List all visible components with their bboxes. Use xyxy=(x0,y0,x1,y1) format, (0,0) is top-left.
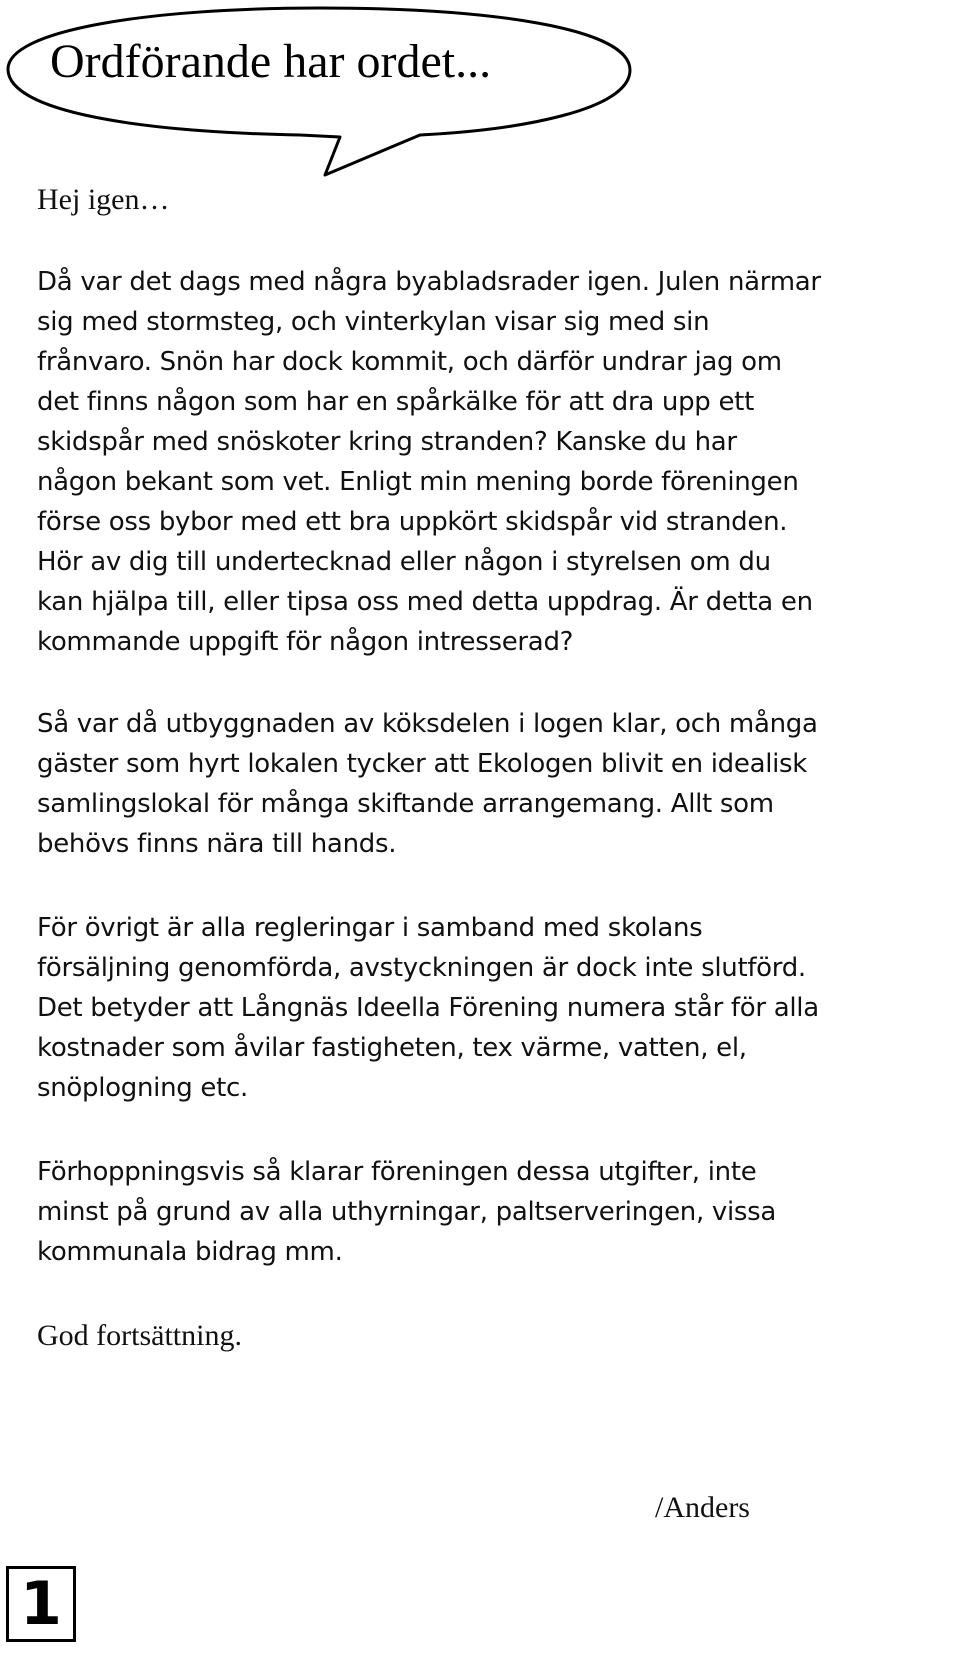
line: Förhoppningsvis så klarar föreningen dessa utgifter, inte xyxy=(37,1157,757,1187)
line: kostnader som åvilar fastigheten, tex värme, vatten, el, xyxy=(37,1033,747,1063)
line: frånvaro. Snön har dock kommit, och därför undrar jag om xyxy=(37,347,782,377)
line: behövs finns nära till hands. xyxy=(37,829,397,859)
page-number: 1 xyxy=(6,1566,76,1642)
line: kommunala bidrag mm. xyxy=(37,1237,343,1267)
line: Så var då utbyggnaden av köksdelen i logen klar, och många xyxy=(37,709,818,739)
line: kommande uppgift för någon intresserad? xyxy=(37,627,574,657)
line: Då var det dags med några byabladsrader igen. Julen närmar xyxy=(37,267,821,297)
line: förse oss bybor med ett bra uppkört skidspår vid stranden. xyxy=(37,507,788,537)
letter-body xyxy=(37,180,947,1356)
line: För övrigt är alla regleringar i samband med skolans xyxy=(37,913,703,943)
paragraph-ski-track xyxy=(37,262,947,662)
page-title: Ordförande har ordet... xyxy=(50,35,492,88)
paragraph-school-sale xyxy=(37,908,947,1108)
line: det finns någon som har en spårkälke för att dra upp ett xyxy=(37,387,754,417)
line: minst på grund av alla uthyrningar, paltserveringen, vissa xyxy=(37,1197,777,1227)
line: gäster som hyrt lokalen tycker att Ekologen blivit en idealisk xyxy=(37,749,808,779)
line: samlingslokal för många skiftande arrangemang. Allt som xyxy=(37,789,774,819)
speech-bubble xyxy=(0,0,640,200)
line: sig med stormsteg, och vinterkylan visar sig med sin xyxy=(37,307,710,337)
line: skidspår med snöskoter kring stranden? Kanske du har xyxy=(37,427,737,457)
line: någon bekant som vet. Enligt min mening borde föreningen xyxy=(37,467,799,497)
line: kan hjälpa till, eller tipsa oss med detta uppdrag. Är detta en xyxy=(37,587,813,617)
line: snöplogning etc. xyxy=(37,1073,248,1103)
line: Hör av dig till undertecknad eller någon i styrelsen om du xyxy=(37,547,771,577)
signature: /Anders xyxy=(655,1491,750,1524)
paragraph-finances xyxy=(37,1152,947,1272)
greeting: Hej igen… xyxy=(37,183,170,216)
line: Det betyder att Långnäs Ideella Förening numera står för alla xyxy=(37,993,819,1023)
paragraph-kitchen xyxy=(37,704,947,864)
line: försäljning genomförda, avstyckningen är dock inte slutförd. xyxy=(37,953,806,983)
closing: God fortsättning. xyxy=(37,1319,242,1352)
